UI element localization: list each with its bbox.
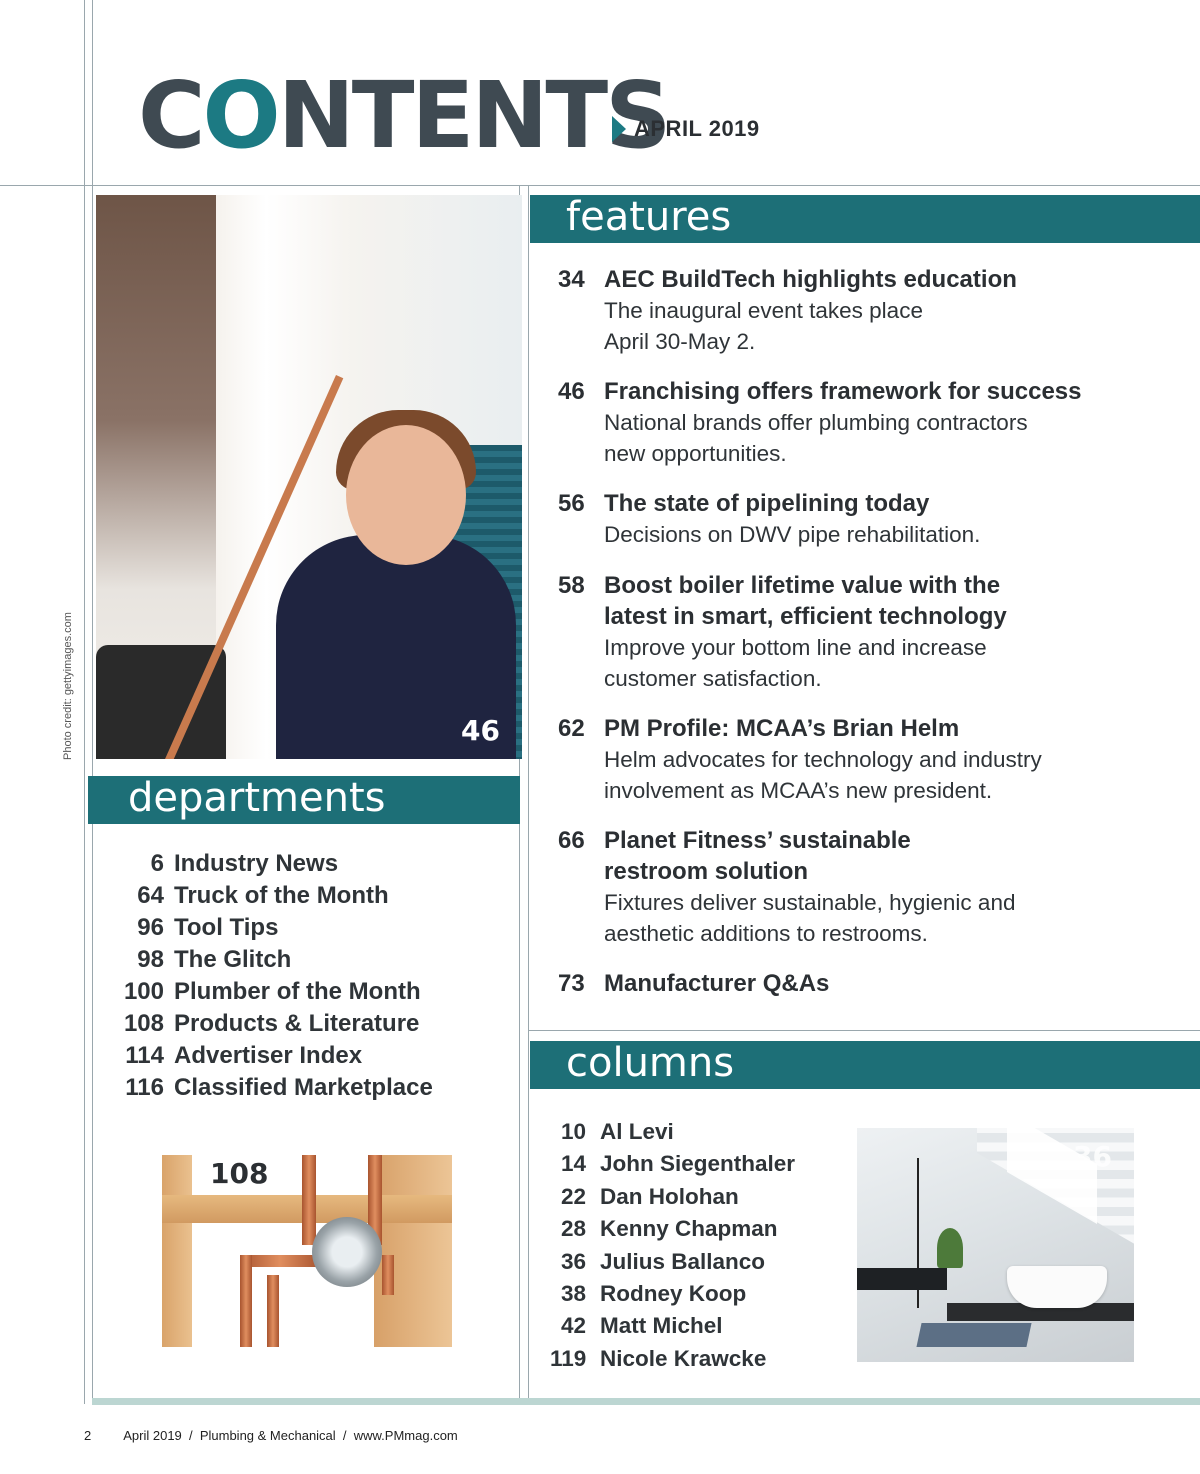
- features-section-bar: features: [530, 195, 1200, 243]
- list-item[interactable]: 38 Rodney Koop: [560, 1281, 747, 1307]
- feature-item[interactable]: 56 The state of pipelining today Decisions on DWV pipe rehabilitation.: [558, 490, 981, 547]
- feature-photo-plumber: [96, 195, 522, 759]
- list-item[interactable]: 119 Nicole Krawcke: [550, 1345, 767, 1371]
- columns-list: [550, 1116, 850, 1375]
- left-margin-line-inner: [92, 0, 93, 1404]
- play-arrow-icon: [612, 116, 626, 142]
- page-footer: [84, 1428, 458, 1443]
- photo-page-number: 46: [461, 714, 500, 747]
- list-item[interactable]: 22 Dan Holohan: [560, 1183, 739, 1209]
- list-item[interactable]: 6 Industry News: [150, 850, 339, 877]
- list-item[interactable]: 98 The Glitch: [137, 946, 292, 973]
- page-number: 2: [84, 1428, 92, 1443]
- footer-rule: [92, 1398, 1200, 1405]
- list-item[interactable]: 108 Products & Literature: [123, 1010, 420, 1037]
- feature-item[interactable]: 34 AEC BuildTech highlights education The inaugural event takes place April 30-May 2.: [558, 266, 1017, 354]
- columns-section-bar: columns: [530, 1041, 1200, 1089]
- list-item[interactable]: 116 Classified Marketplace: [125, 1074, 433, 1101]
- photo-credit: Photo credit: gettyimages.com: [62, 612, 74, 760]
- list-item[interactable]: 28 Kenny Chapman: [560, 1216, 778, 1242]
- feature-item[interactable]: 66 Planet Fitness’ sustainable restroom solution Fixtures deliver sustainable, hygienic and aesthetic additions to restrooms.: [558, 827, 1016, 946]
- list-item[interactable]: 42 Matt Michel: [560, 1313, 723, 1339]
- photo-page-number: 36: [1073, 1140, 1112, 1173]
- header-rule: [0, 185, 1200, 186]
- departments-section-bar: departments: [88, 776, 520, 824]
- departments-list: [110, 848, 510, 1104]
- list-item[interactable]: 64 Truck of the Month: [137, 882, 389, 909]
- page-title: CONTENTS: [138, 62, 669, 169]
- feature-item[interactable]: 58 Boost boiler lifetime value with the latest in smart, efficient technology Improve your bottom line and increase customer satisfaction.: [558, 572, 1007, 691]
- list-item[interactable]: 14 John Siegenthaler: [560, 1151, 796, 1177]
- list-item[interactable]: 96 Tool Tips: [137, 914, 279, 941]
- issue-date: APRIL 2019: [612, 116, 760, 142]
- feature-item[interactable]: 73 Manufacturer Q&As: [558, 970, 830, 997]
- feature-item[interactable]: 46 Franchising offers framework for success National brands offer plumbing contractors new opportunities.: [558, 378, 1082, 466]
- column-divider-right: [528, 186, 529, 1404]
- column-photo-bathroom: [857, 1128, 1134, 1362]
- list-item[interactable]: 100 Plumber of the Month: [123, 978, 421, 1005]
- left-margin-line: [84, 0, 85, 1404]
- product-photo-valve: [162, 1155, 452, 1347]
- feature-item[interactable]: 62 PM Profile: MCAA’s Brian Helm Helm advocates for technology and industry involvement as MCAA’s new president.: [558, 715, 1042, 803]
- list-item[interactable]: 114 Advertiser Index: [125, 1042, 363, 1069]
- footer-text: April 2019 / Plumbing & Mechanical / www.PMmag.com: [123, 1428, 458, 1443]
- list-item[interactable]: 10 Al Levi: [560, 1119, 674, 1144]
- list-item[interactable]: 36 Julius Ballanco: [560, 1248, 766, 1274]
- columns-top-rule: [528, 1030, 1200, 1031]
- photo-page-number: 108: [210, 1157, 269, 1190]
- masthead: [138, 62, 669, 169]
